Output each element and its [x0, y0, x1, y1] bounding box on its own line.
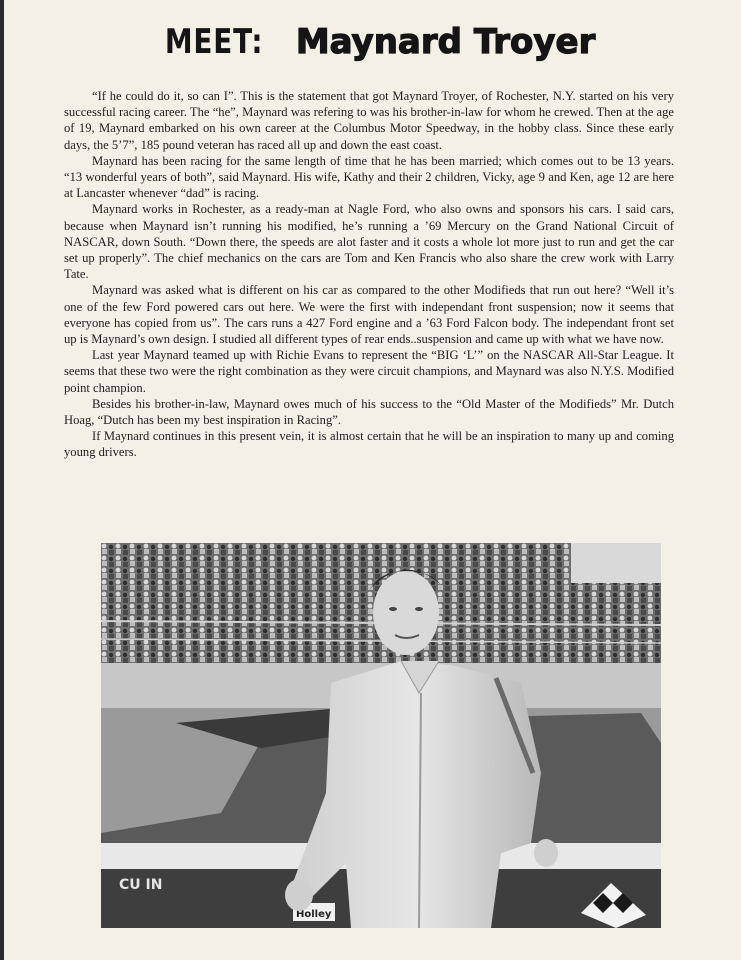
article-paragraph: Besides his brother-in-law, Maynard owes much of his success to the “Old Master of the Modifieds” Mr. Dutch Hoag, “Dutch has been my best inspiration in Racing”.: [64, 396, 674, 428]
article-paragraph: If Maynard continues in this present vein, it is almost certain that he will be an inspiration to many up and coming young drivers.: [64, 429, 674, 460]
driver-photo: [101, 543, 661, 928]
title-meet-label: MEET:: [164, 22, 264, 62]
title-driver-name: Maynard Troyer: [295, 22, 596, 62]
article-paragraph: “If he could do it, so can I”. This is the statement that got Maynard Troyer, of Rochester, N.Y. started on his very successful racing career. The “he”, Maynard was refering to was his brother-in-law for whom he crewed. Then at the age of 19, Maynard embarked on his own career at the Columbus Motor Speedway, in the hobby class. Since these early days, the 5’7”, 185 pound veteran has raced all up and down the east coast.: [64, 89, 674, 152]
holley-decal: Holley: [296, 909, 332, 920]
article-body: [64, 88, 674, 461]
article-paragraph: Last year Maynard teamed up with Richie Evans to represent the “BIG ‘L’” on the NASCAR All-Star League. It seems that these two were the right combination as they were circuit champions, and Maynard was also N.Y.S. Modified point champion.: [64, 348, 674, 395]
article-paragraph: Maynard works in Rochester, as a ready-man at Nagle Ford, who also owns and sponsors his cars. I said cars, because when Maynard isn’t running his modified, he’s running a ’69 Mercury on the Grand National Circuit of NASCAR, down South. “Down there, the speeds are alot faster and it costs a whole lot more just to run and get the car set up properly”. The chief mechanics on the cars are Tom and Ken Francis who also share the crew work with Larry Tate.: [64, 202, 674, 282]
photo-illustration: [101, 543, 661, 928]
article-paragraph: Maynard has been racing for the same length of time that he has been married; which comes out to be 13 years. “13 wonderful years of both”, said Maynard. His wife, Kathy and their 2 children, Vicky, age 9 and Ken, age 12 are here at Lancaster whenever “dad” is racing.: [64, 153, 674, 201]
car-lettering: CU IN: [119, 877, 163, 893]
article-paragraph: Maynard was asked what is different on his car as compared to the other Modifieds that run out here? “Well it’s one of the few Ford powered cars out here. We were the first with independant front suspension; now it seems that everyone has copied from us”. The cars runs a 427 Ford engine and a ’63 Ford Falcon body. The independant front set up is Maynard’s own design. I studied all different types of rear ends..suspension and came up with what we have now.: [64, 283, 674, 347]
page-title: [4, 22, 741, 62]
